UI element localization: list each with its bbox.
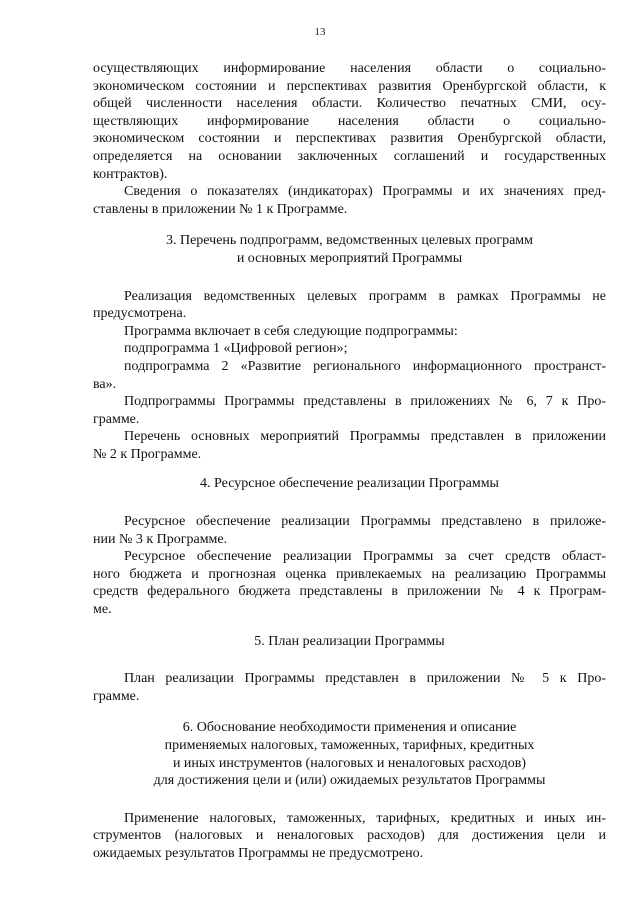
paragraph [93, 60, 606, 183]
paragraph-line: определяется на основании заключенных соглашений и государственных [93, 148, 606, 164]
paragraph-line: Ресурсное обеспечение реализации Программы за счет средств област- [124, 549, 606, 565]
paragraph [93, 428, 606, 463]
paragraph [93, 393, 606, 428]
paragraph [93, 358, 606, 393]
paragraph-line: № 2 к Программе. [93, 446, 202, 462]
section-heading [93, 475, 606, 493]
heading-line: применяемых налоговых, таможенных, тарифных, кредитных [164, 738, 535, 753]
paragraph [93, 513, 606, 548]
section-heading [93, 633, 606, 651]
paragraph-line: Сведения о показателях (индикаторах) Программы и их значениях пред- [124, 184, 606, 200]
paragraph-line: ного бюджета и прогнозная оценка привлекаемых на реализацию Программы [93, 566, 606, 582]
paragraph-line: струментов (налоговых и неналоговых расходов) для достижения цели и [93, 828, 606, 844]
heading-line: для достижения цели и (или) ожидаемых результатов Программы [153, 773, 546, 789]
paragraph-line: экономическом состоянии и перспективах развития Оренбургской области, [93, 131, 606, 147]
paragraph-line: подпрограмма 1 «Цифровой регион»; [124, 341, 348, 357]
paragraph-line: общей численности населения области. Количество печатных СМИ, осу- [93, 96, 606, 112]
paragraph [93, 323, 606, 341]
paragraph [93, 670, 606, 705]
section-heading [93, 232, 606, 267]
paragraph-line: Подпрограммы Программы представлены в приложениях № 6, 7 к Про- [124, 394, 606, 410]
paragraph-line: ожидаемых результатов Программы не предусмотрено. [93, 845, 424, 861]
paragraph-line: Программа включает в себя следующие подпрограммы: [124, 323, 458, 339]
paragraph-line: ме. [93, 602, 112, 618]
paragraph-line: ставлены в приложении № 1 к Программе. [93, 201, 348, 217]
paragraph-line: осуществляющих информирование населения области о социально- [93, 61, 606, 76]
paragraph-line: грамме. [93, 688, 140, 704]
paragraph-line: Перечень основных мероприятий Программы представлен в приложении [124, 429, 606, 445]
paragraph-line: грамме. [93, 411, 140, 427]
page-number: 13 [314, 26, 326, 38]
paragraph-line: средств федерального бюджета представлены в приложении № 4 к Програм- [93, 584, 606, 600]
paragraph-line: План реализации Программы представлен в приложении № 5 к Про- [124, 671, 606, 687]
paragraph-line: нии № 3 к Программе. [93, 531, 228, 547]
paragraph-line: Реализация ведомственных целевых программ в рамках Программы не [124, 288, 606, 304]
heading-line: и основных мероприятий Программы [236, 250, 463, 266]
paragraph-line: подпрограмма 2 «Развитие регионального информационного пространст- [124, 358, 606, 374]
section-heading [93, 719, 606, 789]
document-body [93, 60, 606, 863]
paragraph [93, 810, 606, 863]
paragraph-line: экономическом состоянии и перспективах развития Оренбургской области, к [93, 78, 606, 94]
paragraph-line: ществляющих информирование населения области о социально- [93, 113, 606, 129]
paragraph [93, 548, 606, 618]
paragraph-line: ва». [93, 376, 117, 392]
heading-line: и иных инструментов (налоговых и неналоговых расходов) [172, 755, 527, 771]
paragraph-line: контрактов). [93, 166, 168, 182]
heading-line: 5. План реализации Программы [254, 633, 445, 649]
paragraph [93, 183, 606, 218]
paragraph [93, 340, 606, 358]
heading-line: 3. Перечень подпрограмм, ведомственных целевых программ [165, 233, 534, 249]
paragraph [93, 288, 606, 323]
paragraph-line: предусмотрена. [93, 306, 187, 322]
paragraph-line: Применение налоговых, таможенных, тарифных, кредитных и иных ин- [124, 810, 606, 826]
heading-line: 4. Ресурсное обеспечение реализации Программы [200, 476, 499, 492]
paragraph-line: Ресурсное обеспечение реализации Программы представлено в приложе- [124, 514, 606, 530]
heading-line: 6. Обоснование необходимости применения и описание [182, 720, 517, 736]
